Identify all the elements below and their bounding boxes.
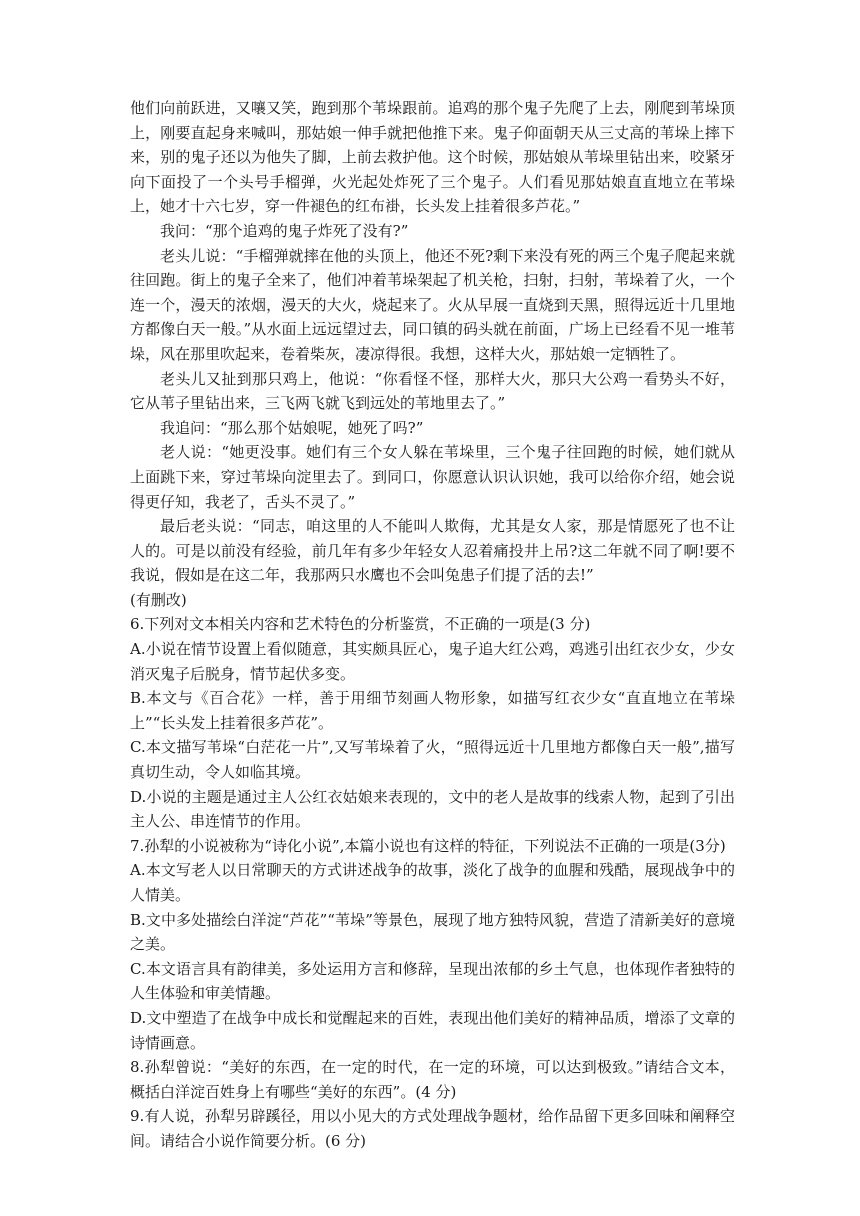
question-6-option-b: B.本文与《百合花》一样，善于用细节刻画人物形象，如描写红衣少女“直直地立在苇垛上”“长头发上挂着很多芦花”。: [130, 689, 735, 732]
question-7-option-a: A.本文写老人以日常聊天的方式讲述战争的故事，淡化了战争的血腥和残酷，展现战争中的人情美。: [130, 861, 735, 904]
story-paragraph-1: 他们向前跃进，又嚷又笑，跑到那个苇垛跟前。追鸡的那个鬼子先爬了上去，刚爬到苇垛顶上，刚要直起身来喊叫，那姑娘一伸手就把他推下来。鬼子仰面朝天从三丈高的苇垛上摔下来，别的鬼子还以为他失了脚，上前去救护他。这个时候，那姑娘从苇垛里钻出来，咬紧牙向下面投了一个头号手榴弹，火光起处炸死了三个鬼子。人们看见那姑娘直直地立在苇垛上，她才十六七岁，穿一件褪色的红布褂，长头发上挂着很多芦花。”: [130, 99, 735, 216]
question-7-option-b: B.文中多处描绘白洋淀“芦花”“苇垛”等景色，展现了地方独特风貌，营造了清新美好的意境之美。: [130, 910, 735, 954]
story-paragraph-4: 老头儿又扯到那只鸡上，他说：“你看怪不怪，那样大火，那只大公鸡一看势头不好，它从苇子里钻出来，三飞两飞就飞到远处的苇地里去了。”: [130, 369, 735, 413]
question-7: 7.孙犁的小说被称为“诗化小说”,本篇小说也有这样的特征，下列说法不正确的一项是(3分): [130, 836, 726, 855]
story-paragraph-6: 老人说：“她更没事。她们有三个女人躲在苇垛里，三个鬼子往回跑的时候，她们就从上面跳下来，穿过苇垛向淀里去了。到同口，你愿意认识认识她，我可以给你介绍，她会说得更仔知，我老了，舌头不灵了。”: [130, 443, 735, 511]
question-6: 6.下列对文本相关内容和艺术特色的分析鉴赏，不正确的一项是(3 分): [130, 615, 591, 634]
question-8: 8.孙犁曾说：“美好的东西，在一定的时代，在一定的环境，可以达到极致。”请结合文本，概括白洋淀百姓身上有哪些“美好的东西”。(4 分): [130, 1058, 735, 1101]
story-paragraph-5: 我追问：“那么那个姑娘呢，她死了吗?”: [160, 418, 424, 437]
question-7-option-d: D.文中塑造了在战争中成长和觉醒起来的百姓，表现出他们美好的精神品质，增添了文章的诗情画意。: [130, 1008, 735, 1052]
question-9: 9.有人说，孙犁另辟蹊径，用以小见大的方式处理战争题材，给作品留下更多回味和阐释空间。请结合小说作简要分析。(6 分): [130, 1107, 735, 1150]
story-paragraph-7: 最后老头说：“同志，咱这里的人不能叫人欺侮，尤其是女人家，那是情愿死了也不让人的。可是以前没有经验，前几年有多少年轻女人忍着痛投井上吊?这二年就不同了啊!要不我说，假如是在这二年，我那两只水鹰也不会叫兔患子们提了活的去!”: [130, 517, 735, 585]
question-7-option-c: C.本文语言具有韵律美，多处运用方言和修辞，呈现出浓郁的乡土气息，也体现作者独特的人生体验和审美情趣。: [130, 959, 735, 1003]
story-paragraph-3: 老头儿说：“手榴弹就摔在他的头顶上，他还不死?剩下来没有死的两三个鬼子爬起来就往回跑。街上的鬼子全来了，他们冲着苇垛架起了机关枪，扫射，扫射，苇垛着了火，一个连一个，漫天的浓烟，漫天的大火，烧起来了。火从早展一直烧到天黑，照得远近十几里地方都像白天一般。”从水面上远远望过去，同口镇的码头就在前面，广场上已经看不见一堆苇垛，风在那里吹起来，卷着柴灰，凄凉得很。我想，这样大火，那姑娘一定牺牲了。: [130, 246, 735, 363]
story-paragraph-2: 我问：“那个追鸡的鬼子炸死了没有?”: [160, 221, 409, 240]
document-body: [130, 96, 735, 1154]
question-6-option-d: D.小说的主题是通过主人公红衣姑娘来表现的，文中的老人是故事的线索人物，起到了引出主人公、串连情节的作用。: [130, 787, 735, 831]
question-6-option-c: C.本文描写苇垛“白茫花一片”,又写苇垛着了火，“照得远近十几里地方都像白天一般”,描写真切生动，令人如临其境。: [130, 738, 735, 782]
question-6-option-a: A.小说在情节设置上看似随意，其实颇具匠心，鬼子追大红公鸡，鸡逃引出红衣少女，少女消灭鬼子后脱身，情节起伏多变。: [130, 640, 735, 683]
abridged-note: (有删改): [130, 590, 187, 609]
